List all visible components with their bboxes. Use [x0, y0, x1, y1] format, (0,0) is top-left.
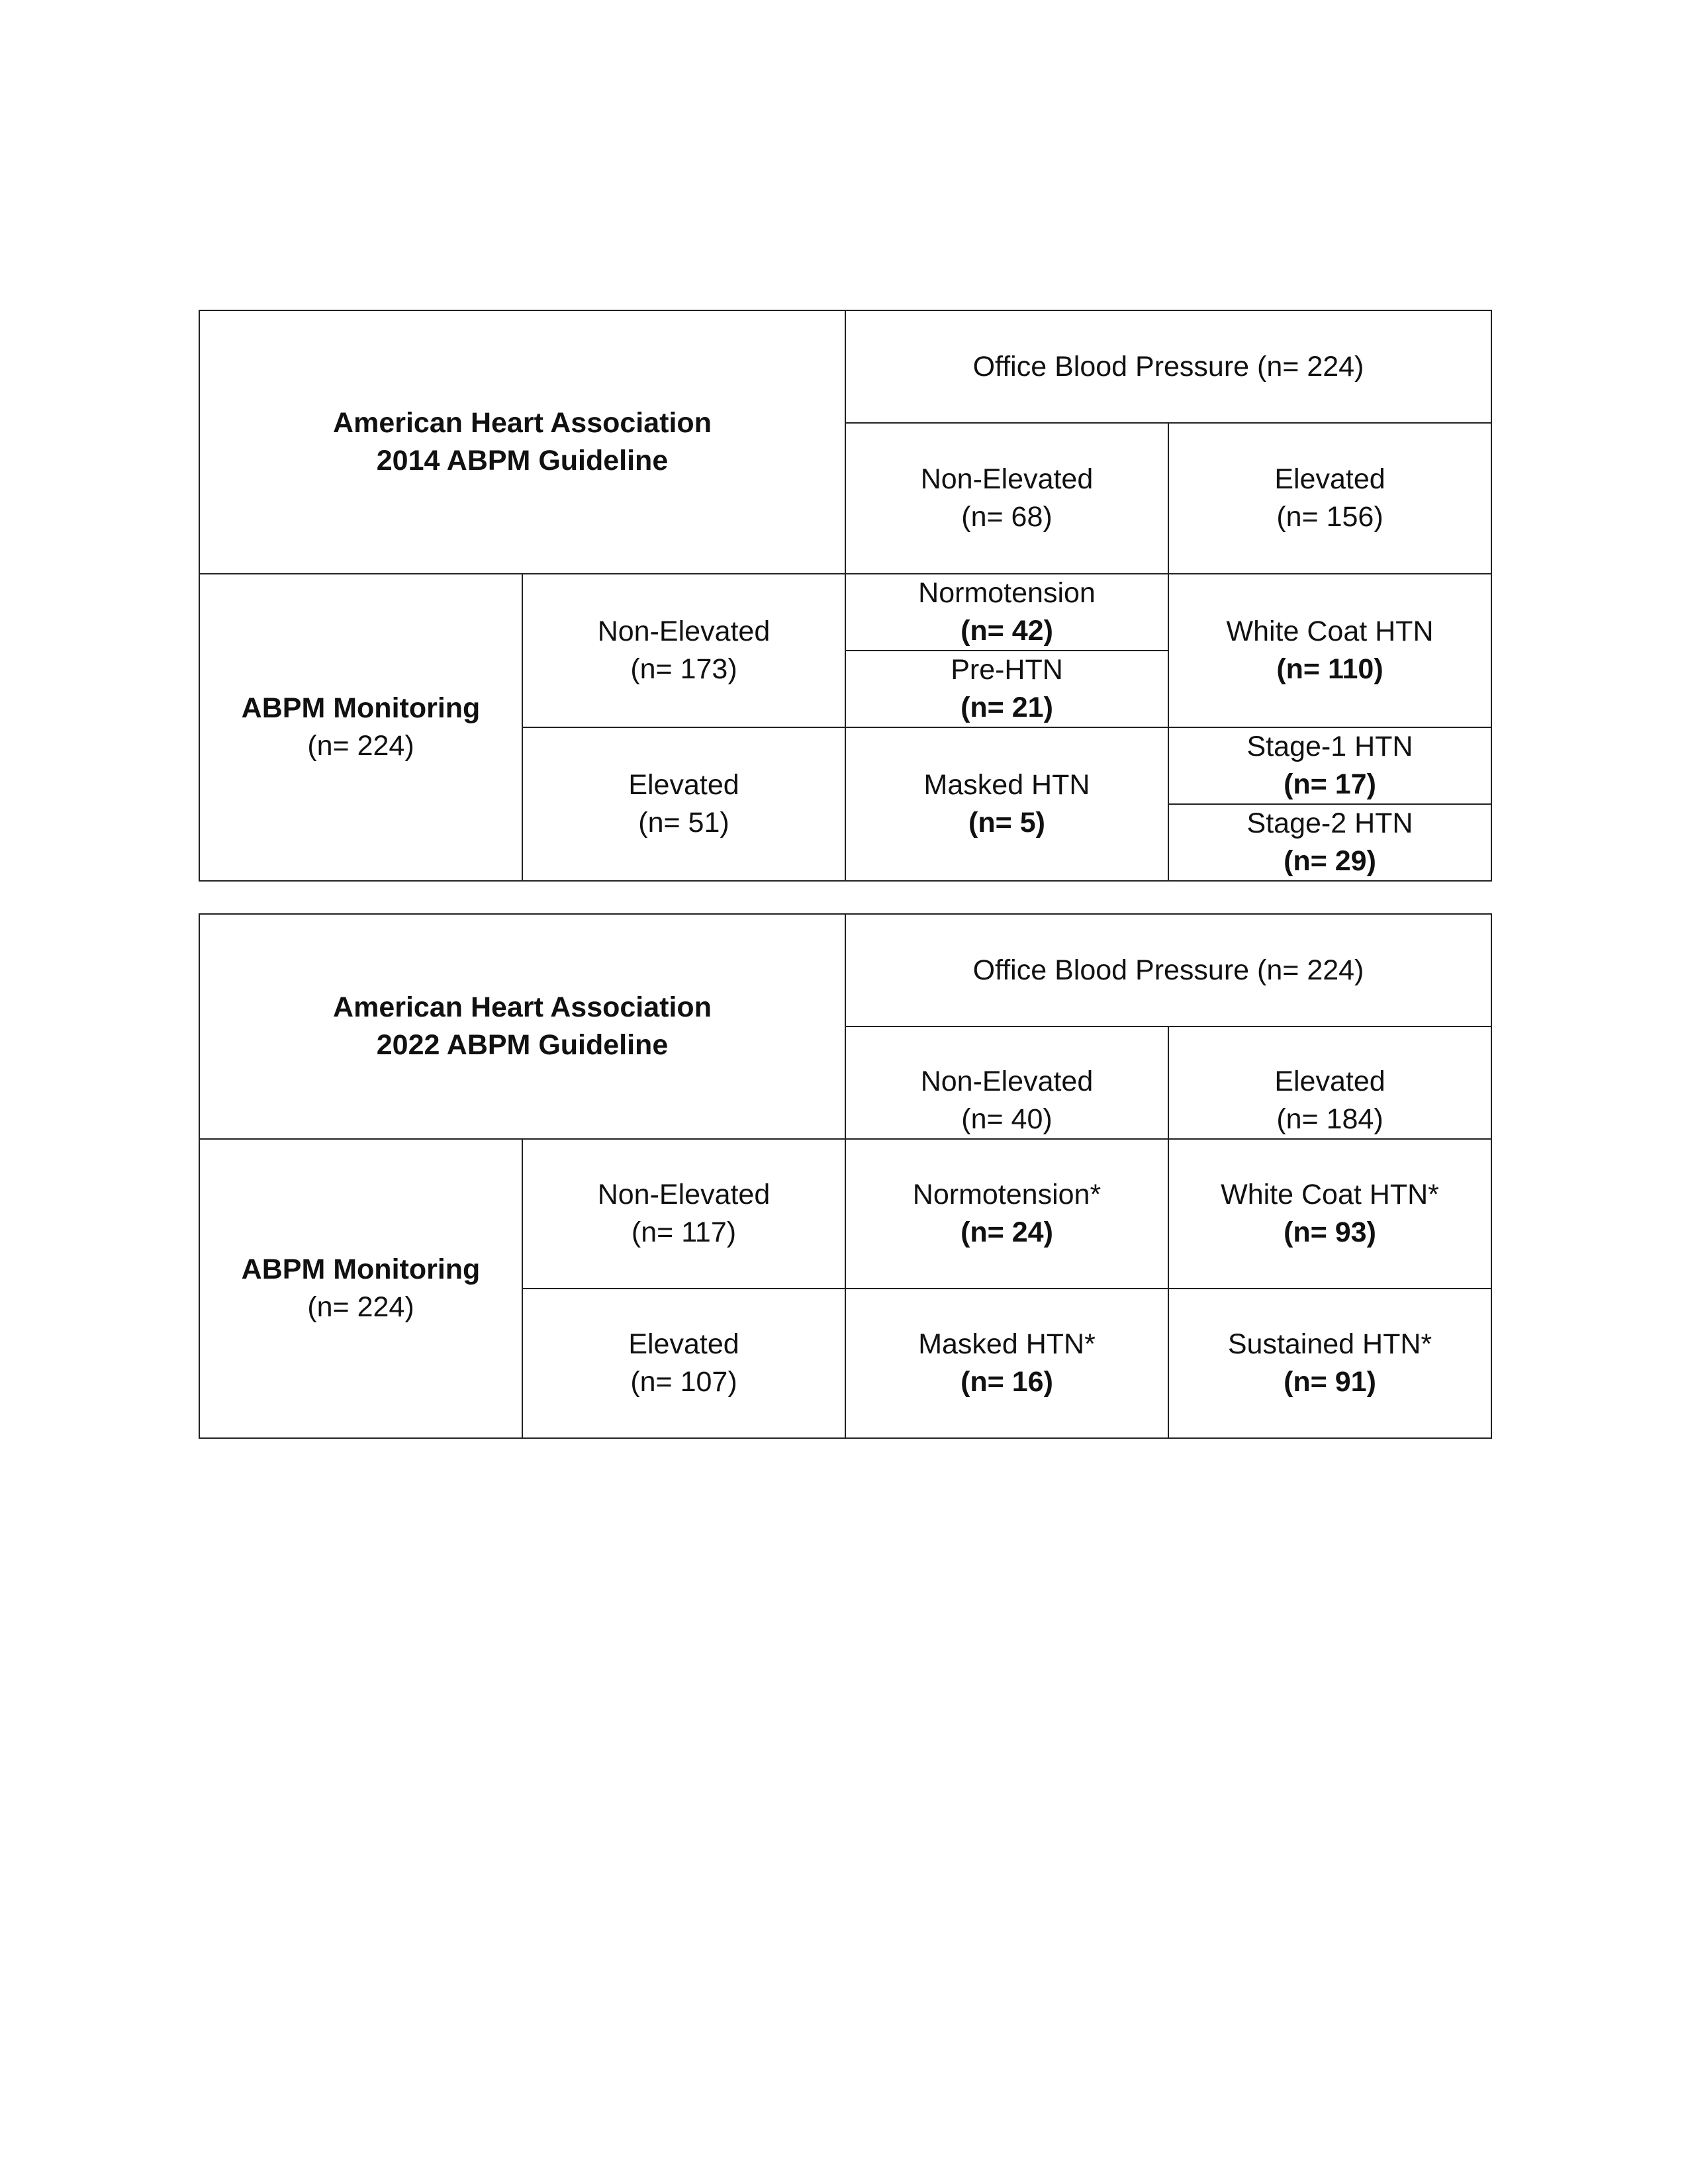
prehtn-count: (n= 21) — [961, 692, 1053, 723]
guideline-title — [199, 914, 845, 1139]
abpm-elevated-label: Elevated — [628, 1328, 739, 1360]
abpm-monitoring-label: ABPM Monitoring — [241, 692, 481, 724]
whitecoat-count: (n= 110) — [1276, 653, 1383, 685]
abpm-elevated-header — [522, 1289, 845, 1438]
abpm-monitoring-count: (n= 224) — [307, 1291, 414, 1323]
masked-cell — [845, 727, 1168, 881]
sustained-label: Sustained HTN* — [1227, 1328, 1432, 1360]
stage2-cell — [1168, 804, 1491, 881]
normotension-count: (n= 42) — [961, 615, 1053, 647]
sustained-count: (n= 91) — [1284, 1366, 1376, 1398]
office-elevated-header — [1168, 423, 1491, 574]
prehtn-label: Pre-HTN — [951, 654, 1063, 686]
abpm-monitoring-count: (n= 224) — [307, 730, 414, 762]
office-nonelevated-label: Non-Elevated — [920, 463, 1094, 495]
abpm-elevated-header — [522, 727, 845, 881]
abpm-elevated-count: (n= 107) — [630, 1366, 737, 1398]
normotension-count: (n= 24) — [961, 1216, 1053, 1248]
abpm-elevated-count: (n= 51) — [638, 807, 729, 839]
office-nonelevated-header — [845, 1026, 1168, 1139]
whitecoat-cell — [1168, 574, 1491, 727]
office-elevated-label: Elevated — [1274, 463, 1385, 495]
stage2-label: Stage-2 HTN — [1246, 807, 1413, 839]
masked-label: Masked HTN* — [918, 1328, 1096, 1360]
abpm-nonelevated-label: Non-Elevated — [597, 615, 771, 647]
stage1-count: (n= 17) — [1284, 768, 1376, 800]
masked-label: Masked HTN — [923, 769, 1090, 801]
whitecoat-label: White Coat HTN — [1226, 615, 1434, 647]
masked-count: (n= 5) — [968, 807, 1045, 839]
office-bp-header: Office Blood Pressure (n= 224) — [845, 310, 1491, 423]
abpm-monitoring-label: ABPM Monitoring — [241, 1253, 481, 1285]
office-elevated-header — [1168, 1026, 1491, 1139]
whitecoat-cell — [1168, 1139, 1491, 1289]
abpm-nonelevated-label: Non-Elevated — [597, 1179, 771, 1210]
masked-count: (n= 16) — [961, 1366, 1053, 1398]
normotension-label: Normotension — [918, 577, 1096, 609]
normotension-cell — [845, 1139, 1168, 1289]
stage1-cell — [1168, 727, 1491, 804]
whitecoat-count: (n= 93) — [1284, 1216, 1376, 1248]
guideline-title-line1: American Heart Association — [333, 991, 712, 1023]
abpm-nonelevated-count: (n= 173) — [630, 653, 737, 685]
prehtn-cell — [845, 651, 1168, 727]
abpm-2014-table — [199, 310, 1492, 882]
stage2-count: (n= 29) — [1284, 845, 1376, 877]
abpm-monitoring-header — [199, 1139, 522, 1438]
office-elevated-label: Elevated — [1274, 1066, 1385, 1097]
abpm-monitoring-header — [199, 574, 522, 881]
office-nonelevated-label: Non-Elevated — [920, 1066, 1094, 1097]
guideline-title-line2: 2014 ABPM Guideline — [376, 445, 669, 477]
guideline-title-line2: 2022 ABPM Guideline — [376, 1029, 669, 1061]
guideline-title — [199, 310, 845, 574]
office-nonelevated-count: (n= 68) — [961, 501, 1053, 533]
masked-cell — [845, 1289, 1168, 1438]
office-nonelevated-header — [845, 423, 1168, 574]
abpm-nonelevated-count: (n= 117) — [631, 1216, 737, 1248]
abpm-elevated-label: Elevated — [628, 769, 739, 801]
abpm-nonelevated-header — [522, 1139, 845, 1289]
guideline-title-line1: American Heart Association — [333, 407, 712, 439]
normotension-cell — [845, 574, 1168, 651]
normotension-label: Normotension* — [912, 1179, 1102, 1210]
abpm-nonelevated-header — [522, 574, 845, 727]
abpm-2022-table — [199, 913, 1492, 1439]
whitecoat-label: White Coat HTN* — [1221, 1179, 1439, 1210]
office-elevated-count: (n= 156) — [1276, 501, 1383, 533]
sustained-cell — [1168, 1289, 1491, 1438]
office-elevated-count: (n= 184) — [1276, 1103, 1383, 1135]
office-nonelevated-count: (n= 40) — [961, 1103, 1053, 1135]
stage1-label: Stage-1 HTN — [1246, 731, 1413, 762]
office-bp-header: Office Blood Pressure (n= 224) — [845, 914, 1491, 1026]
